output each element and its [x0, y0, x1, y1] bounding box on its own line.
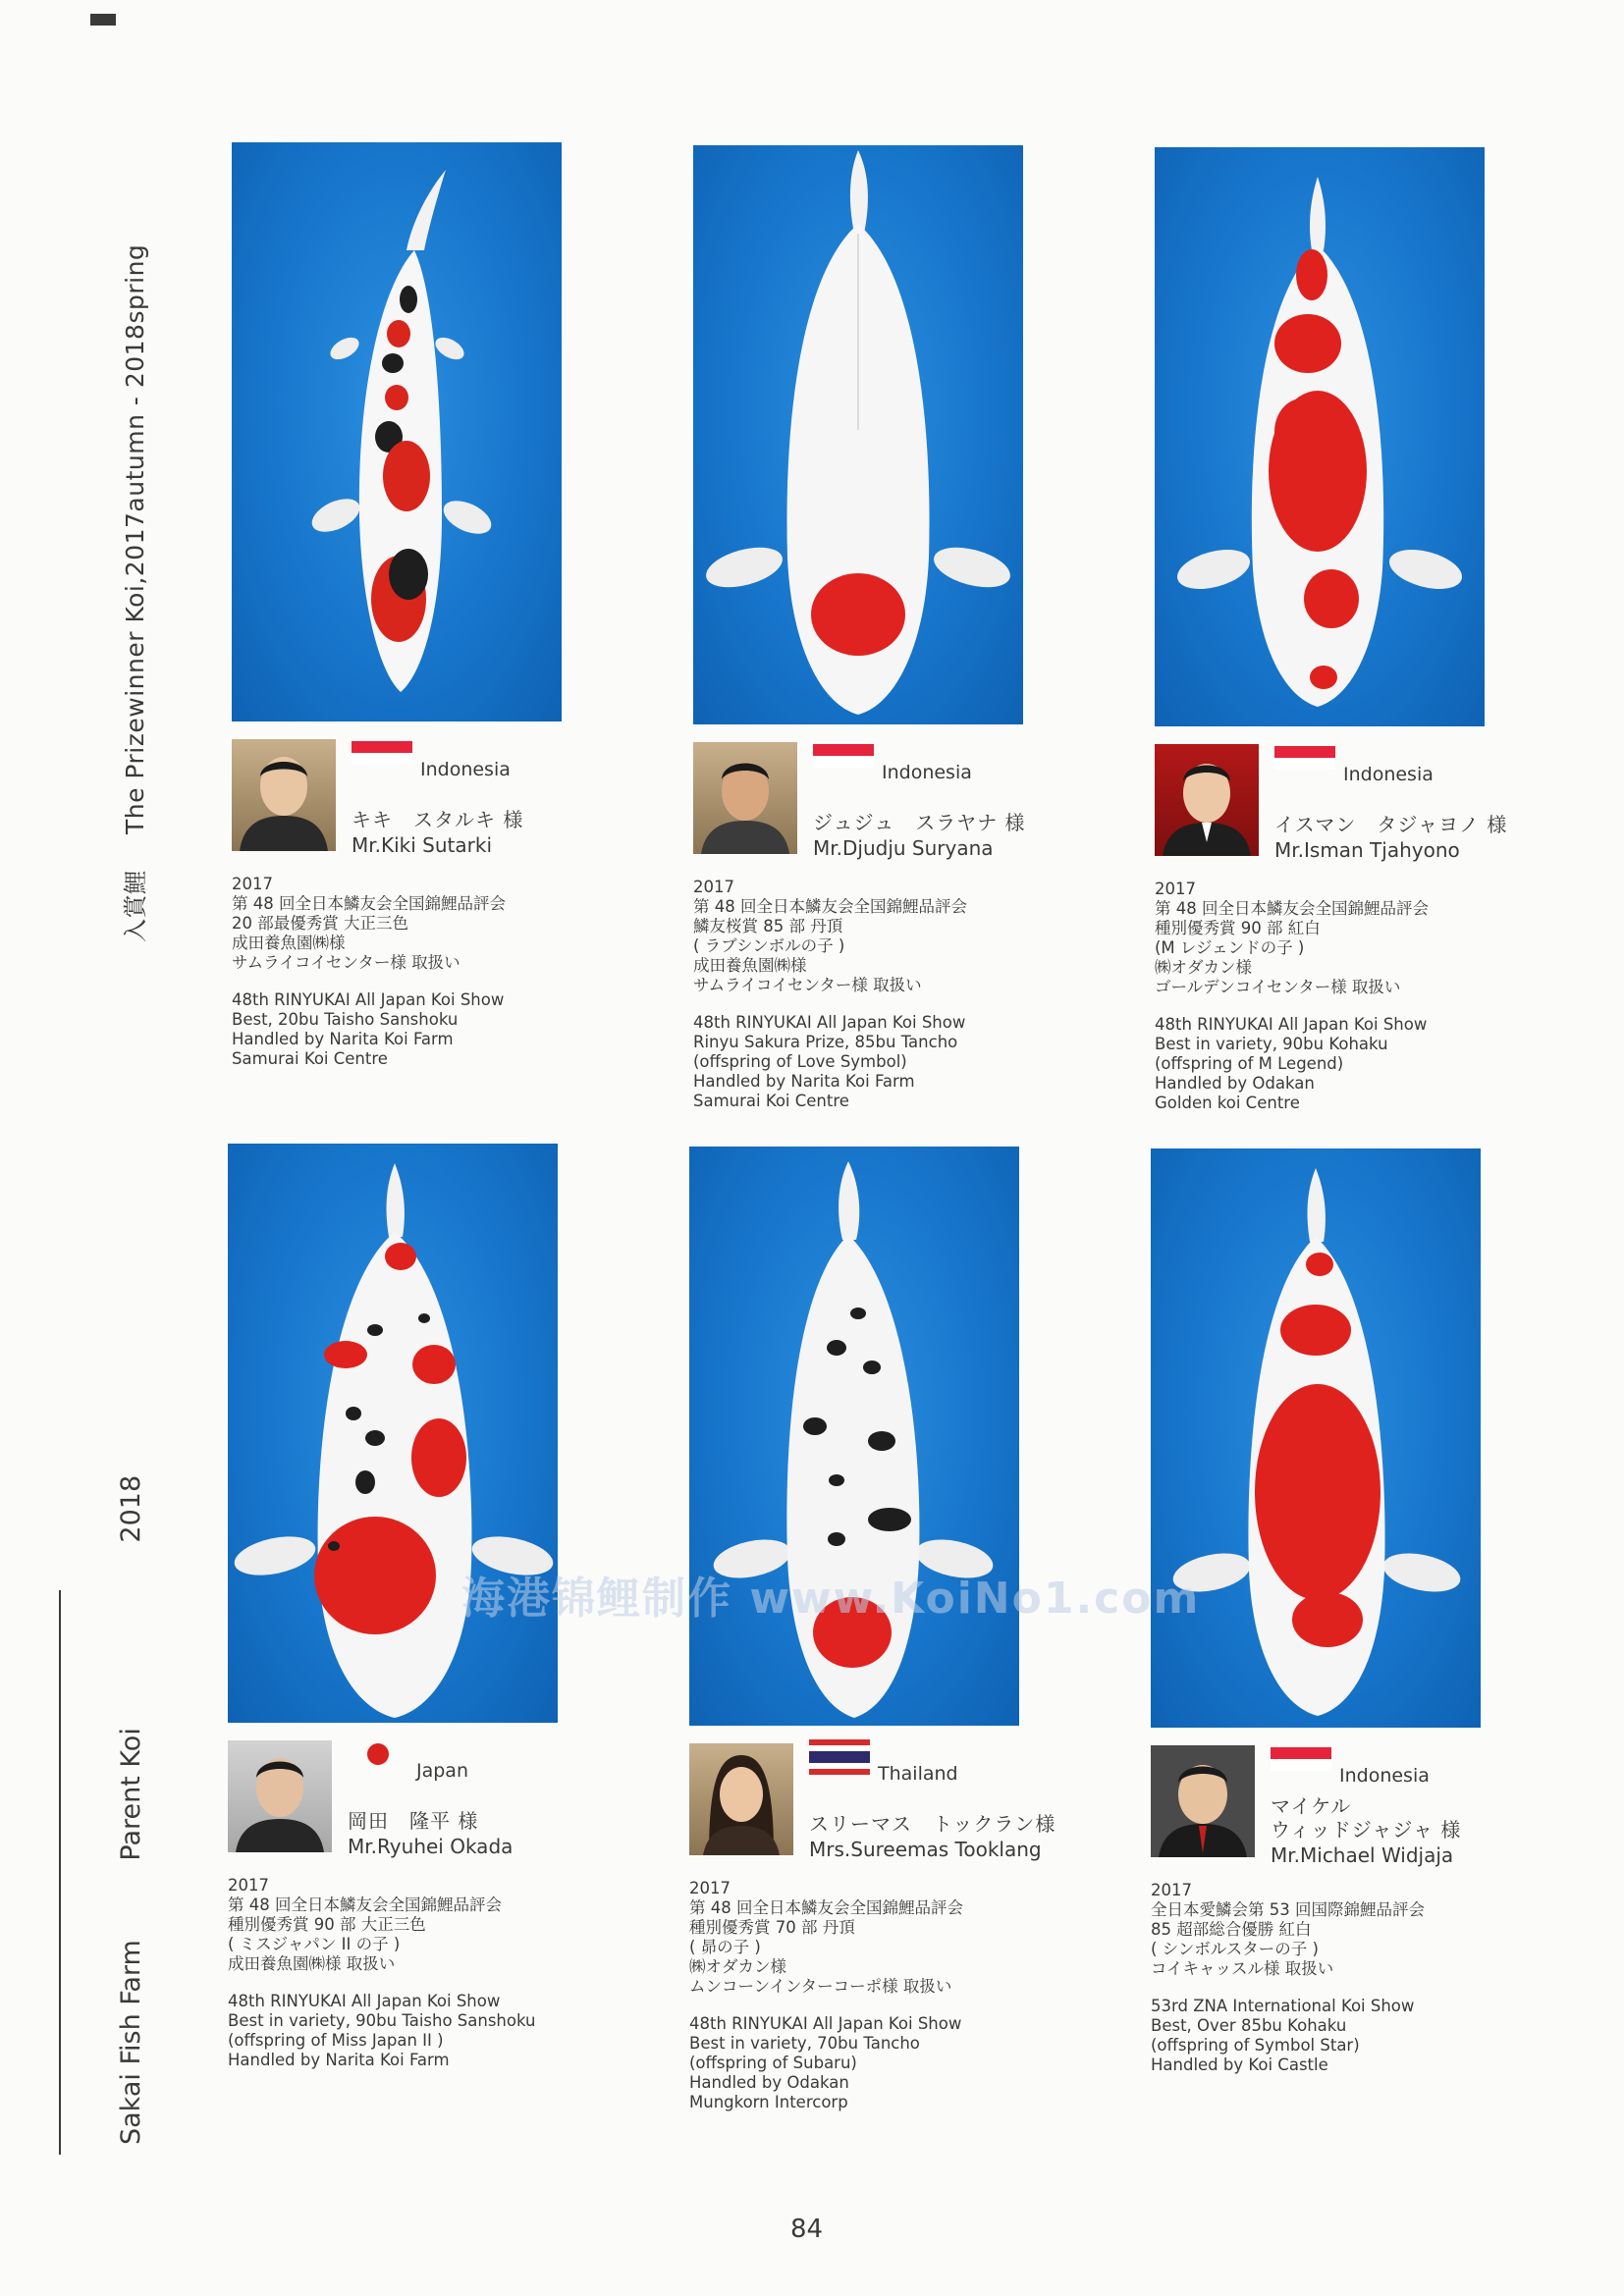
- award-jp-line: 成田養魚園㈱様: [693, 956, 807, 975]
- koi-photo: [232, 142, 562, 721]
- award-jp-line: ゴールデンコイセンター様 取扱い: [1155, 978, 1401, 996]
- award-jp-line: 85 超部総合優勝 紅白: [1151, 1920, 1312, 1939]
- corner-mark: [90, 14, 116, 26]
- award-en: [232, 990, 566, 1069]
- owner-name-jp: イスマン タジャヨノ 様: [1274, 813, 1508, 836]
- owner-portrait: [232, 739, 336, 851]
- koi-photo: [1155, 147, 1485, 726]
- koi-photo: [228, 1144, 558, 1723]
- koi-card-5: [689, 1147, 1056, 2112]
- owner-country: Indonesia: [1339, 1765, 1430, 1787]
- indonesia-flag-icon: [1271, 1747, 1331, 1771]
- award-jp-line: 全日本愛鱗会第 53 回国際錦鯉品評会: [1151, 1900, 1425, 1919]
- award-jp-line: 20 部最優秀賞 大正三色: [232, 914, 408, 933]
- award-en-line: 48th RINYUKAI All Japan Koi Show: [689, 2014, 962, 2033]
- award-en: [689, 2014, 1023, 2112]
- tancho-showa-koi-image: [689, 1147, 1019, 1726]
- award-jp-line: 2017: [232, 875, 273, 893]
- award-en-line: Handled by Odakan: [689, 2073, 849, 2092]
- award-jp-line: 種別優秀賞 70 部 丹頂: [689, 1918, 855, 1937]
- award-en: [1155, 1015, 1489, 1113]
- owner-country: Japan: [416, 1760, 468, 1782]
- koi-card-2: [693, 145, 1027, 1111]
- award-en-line: Handled by Narita Koi Farm: [232, 1030, 454, 1048]
- owner-info: [232, 739, 566, 855]
- koi-card-3: [1155, 147, 1508, 1113]
- taisho-sanshoku-koi-image: [228, 1144, 558, 1723]
- award-jp-line: ㈱オダカン様: [689, 1957, 786, 1976]
- kohaku-koi-image: [1155, 147, 1485, 726]
- indonesia-flag-icon: [1274, 746, 1335, 770]
- owner-info: [1155, 744, 1508, 862]
- award-en-line: Best, 20bu Taisho Sanshoku: [232, 1010, 459, 1029]
- indonesia-flag-icon: [352, 741, 412, 765]
- owner-info: [689, 1743, 1056, 1861]
- award-en-line: (offspring of Symbol Star): [1151, 2036, 1360, 2055]
- award-jp: [228, 1876, 562, 1974]
- award-jp-line: 2017: [1151, 1881, 1192, 1899]
- owner-name-jp: ジュジュ スラヤナ 様: [813, 811, 1026, 834]
- award-jp-line: サムライコイセンター様 取扱い: [693, 976, 922, 994]
- award-jp-line: ㈱オダカン様: [1155, 958, 1252, 977]
- award-en-line: Best in variety, 90bu Taisho Sanshoku: [228, 2011, 536, 2030]
- koi-photo: [693, 145, 1023, 724]
- award-en: [693, 1013, 1027, 1111]
- owner-info: [1151, 1745, 1485, 1867]
- section-year: 2018: [116, 1474, 146, 1543]
- award-en-line: (offspring of Love Symbol): [693, 1052, 907, 1071]
- section-name: Parent Koi: [116, 1728, 146, 1861]
- koi-card-6: [1151, 1148, 1485, 2075]
- award-en-line: Handled by Narita Koi Farm: [228, 2051, 450, 2069]
- award-en-line: 48th RINYUKAI All Japan Koi Show: [693, 1013, 966, 1032]
- owner-portrait: [1151, 1745, 1255, 1857]
- award-jp: [232, 875, 566, 973]
- owner-name-jp: 岡田 隆平 様: [348, 1809, 479, 1833]
- award-en-line: Handled by Narita Koi Farm: [693, 1072, 915, 1091]
- side-title-bottom: [116, 1475, 146, 2145]
- award-jp-line: 2017: [689, 1879, 731, 1897]
- award-en-line: 48th RINYUKAI All Japan Koi Show: [232, 990, 505, 1009]
- thailand-flag-icon: [809, 1739, 870, 1775]
- koi-photo: [689, 1147, 1019, 1726]
- side-title-en: The Prizewinner Koi,2017autumn - 2018spring: [121, 243, 149, 835]
- owner-name-jp-line: マイケル: [1271, 1794, 1352, 1818]
- award-jp: [1151, 1881, 1485, 1979]
- award-jp-line: サムライコイセンター様 取扱い: [232, 953, 460, 972]
- owner-info: [693, 742, 1027, 858]
- owner-country: Indonesia: [1343, 764, 1434, 785]
- owner-name-en: Mrs.Sureemas Tooklang: [809, 1838, 1042, 1861]
- owner-portrait: [689, 1743, 793, 1855]
- award-jp-line: 第 48 回全日本鱗友会全国錦鯉品評会: [689, 1898, 963, 1917]
- award-jp-line: 2017: [1155, 880, 1196, 898]
- award-en-line: Handled by Koi Castle: [1151, 2056, 1328, 2074]
- taisho-sanshoku-koi-image: [232, 142, 562, 721]
- award-jp-line: 2017: [693, 878, 734, 896]
- owner-portrait: [693, 742, 797, 854]
- award-en-line: Best, Over 85bu Kohaku: [1151, 2016, 1347, 2035]
- watermark: 海港锦鲤制作 www.KoiNo1.com: [461, 1574, 1201, 1624]
- side-rule: [59, 1590, 61, 2155]
- award-en-line: Mungkorn Intercorp: [689, 2093, 848, 2111]
- award-jp-line: 第 48 回全日本鱗友会全国錦鯉品評会: [1155, 899, 1429, 918]
- award-en-line: Samurai Koi Centre: [232, 1049, 388, 1068]
- award-en-line: 48th RINYUKAI All Japan Koi Show: [228, 1992, 501, 2010]
- japan-flag-icon: [348, 1742, 408, 1766]
- award-en: [1151, 1997, 1485, 2075]
- tancho-koi-image: [693, 145, 1023, 724]
- award-en-line: Handled by Odakan: [1155, 1074, 1315, 1093]
- farm-name: Sakai Fish Farm: [116, 1940, 146, 2145]
- award-en-line: (offspring of Miss Japan II ): [228, 2031, 444, 2050]
- kohaku-koi-image: [1151, 1148, 1481, 1728]
- owner-name-jp: [1271, 1794, 1461, 1842]
- award-jp-line: 2017: [228, 1876, 269, 1895]
- award-en-line: 53rd ZNA International Koi Show: [1151, 1997, 1415, 2015]
- award-en-line: Best in variety, 90bu Kohaku: [1155, 1035, 1388, 1053]
- award-jp-line: 第 48 回全日本鱗友会全国錦鯉品評会: [232, 894, 506, 913]
- award-jp-line: 成田養魚園㈱様: [232, 934, 346, 952]
- award-jp-line: ( 昴の子 ): [689, 1938, 761, 1956]
- award-jp-line: 鱗友桜賞 85 部 丹頂: [693, 917, 843, 935]
- owner-portrait: [1155, 744, 1259, 856]
- owner-portrait: [228, 1740, 332, 1852]
- owner-name-en: Mr.Isman Tjahyono: [1274, 838, 1460, 862]
- award-jp-line: 第 48 回全日本鱗友会全国錦鯉品評会: [228, 1896, 502, 1914]
- koi-photo: [1151, 1148, 1481, 1728]
- side-title-jp: 入賞鯉: [122, 870, 149, 942]
- koi-card-1: [232, 142, 566, 1069]
- award-jp-line: 種別優秀賞 90 部 大正三色: [228, 1915, 426, 1934]
- award-en: [228, 1992, 562, 2070]
- award-en-line: Samurai Koi Centre: [693, 1092, 849, 1110]
- award-jp-line: 成田養魚園㈱様 取扱い: [228, 1954, 396, 1973]
- award-jp-line: コイキャッスル様 取扱い: [1151, 1959, 1334, 1978]
- owner-name-en: Mr.Ryuhei Okada: [348, 1835, 514, 1858]
- owner-country: Thailand: [878, 1763, 958, 1785]
- award-en-line: 48th RINYUKAI All Japan Koi Show: [1155, 1015, 1428, 1034]
- page-number: 84: [790, 2215, 824, 2244]
- award-en-line: (offspring of M Legend): [1155, 1054, 1344, 1073]
- award-jp-line: ( ラブシンボルの子 ): [693, 936, 845, 955]
- award-jp-line: ( シンボルスターの子 ): [1151, 1940, 1319, 1958]
- owner-name-en: Mr.Djudju Suryana: [813, 836, 994, 860]
- award-jp: [1155, 880, 1489, 997]
- award-jp: [693, 878, 1027, 995]
- owner-name-en: Mr.Kiki Sutarki: [352, 833, 492, 857]
- owner-name-jp: キキ スタルキ 様: [352, 808, 524, 831]
- owner-name-jp: スリーマス トックラン様: [809, 1812, 1056, 1836]
- owner-country: Indonesia: [882, 762, 972, 783]
- award-en-line: Golden koi Centre: [1155, 1094, 1300, 1112]
- award-jp-line: 種別優秀賞 90 部 紅白: [1155, 919, 1321, 937]
- owner-name-jp-line: ウィッドジャジャ 様: [1271, 1818, 1462, 1842]
- owner-country: Indonesia: [420, 759, 511, 780]
- award-en-line: Best in variety, 70bu Tancho: [689, 2034, 920, 2053]
- indonesia-flag-icon: [813, 744, 874, 768]
- award-jp: [689, 1879, 1023, 1997]
- side-title-top: [116, 244, 150, 942]
- award-en-line: Rinyu Sakura Prize, 85bu Tancho: [693, 1033, 958, 1051]
- award-en-line: (offspring of Subaru): [689, 2054, 857, 2072]
- owner-info: [228, 1740, 562, 1856]
- award-jp-line: ( ミスジャパン II の子 ): [228, 1935, 401, 1953]
- award-jp-line: 第 48 回全日本鱗友会全国錦鯉品評会: [693, 897, 967, 916]
- owner-name-en: Mr.Michael Widjaja: [1271, 1843, 1454, 1867]
- award-jp-line: ムンコーンインターコーポ様 取扱い: [689, 1977, 952, 1996]
- award-jp-line: (M レジェンドの子 ): [1155, 938, 1305, 957]
